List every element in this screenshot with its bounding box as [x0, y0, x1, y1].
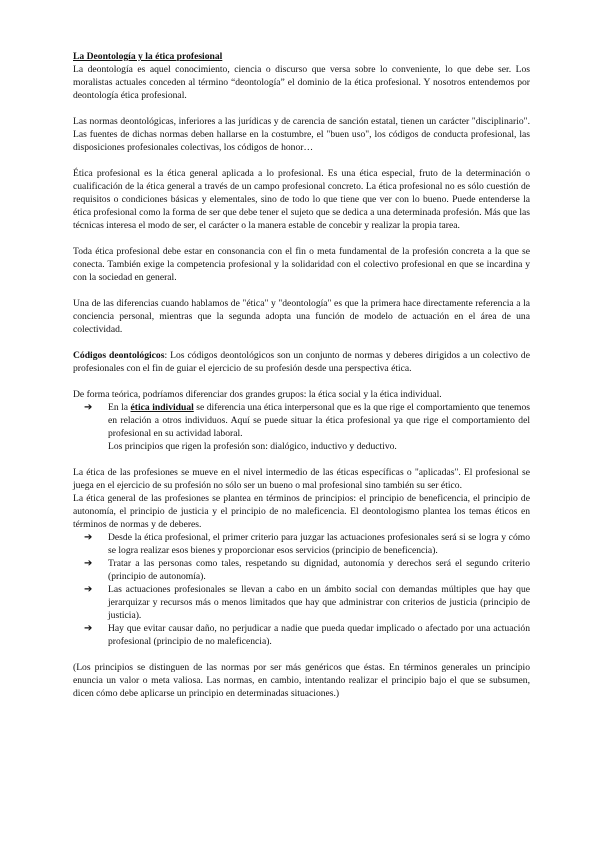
- arrow-bullet-icon: ➔: [84, 402, 93, 413]
- arrow-bullet-icon: ➔: [84, 584, 93, 595]
- paragraph-etica-profesional: Ética profesional es la ética general aplicada a lo profesional. Es una ética especial, fruto de la determinación o cualificación de la ética general a través de un campo profesional concreto. La ética profesional no es sólo cuestión de requisitos o condiciones básicas y elementales, sino de todo lo que tiene que ver con lo bueno. Puede entenderse la ética profesional como la forma de ser que debe tener el sujeto que se dedica a una determinada profesión. Más que las técnicas interesa el modo de ser, el carácter o la manera estable de concebir y realizar la propia tarea.: [73, 168, 530, 231]
- page-title: La Deontología y la ética profesional: [73, 51, 223, 62]
- paragraph-etica-profesiones: La ética de las profesiones se mueve en el nivel intermedio de las éticas específicas o "aplicadas". El profesional se juega en el ejercicio de su profesión no sólo ser un bueno o mal profesional sino también su ser ético.: [73, 467, 530, 491]
- bullet-list-principios: [73, 531, 530, 648]
- codigos-definition: : Los códigos deontológicos son un conjunto de normas y deberes dirigidos a un colectivo de profesionales con el fin de guiar el ejercicio de su profesión desde una perspectiva ética.: [73, 350, 530, 374]
- paragraph-diferencias: Una de las diferencias cuando hablamos de "ética" y "deontología" es que la primera hace directamente referencia a la conciencia personal, mientras que la segunda adopta una función de modelo de actuación en el área de una colectividad.: [73, 298, 530, 335]
- paragraph-grupos: De forma teórica, podríamos diferenciar dos grandes grupos: la ética social y la ética individual.: [73, 389, 442, 400]
- bullet-list-etica-individual: [73, 401, 530, 440]
- paragraph-consonancia: Toda ética profesional debe estar en consonancia con el fin o meta fundamental de la profesión concreta a la que se conecta. También exige la competencia profesional y la solidaridad con el colectivo profesional en que se incardina y con la sociedad en general.: [73, 246, 530, 283]
- list-item: ➔ En la ética individual se diferencia una ética interpersonal que es la que rige el comportamiento que tenemos en relación a otros individuos. Aquí se puede situar la ética profesional ya que rige el comportamiento del profesional en su actividad laboral.: [84, 402, 530, 439]
- term-etica-individual: ética individual: [130, 402, 194, 413]
- list-item: ➔ Tratar a las personas como tales, respetando su dignidad, autonomía y derechos será el segundo criterio (principio de autonomía).: [84, 558, 530, 582]
- arrow-bullet-icon: ➔: [84, 623, 93, 634]
- paragraph-principios: La ética general de las profesiones se plantea en términos de principios: el principio de beneficencia, el principio de autonomía, el principio de justicia y el principio de no maleficencia. El deontologismo plantea los temas éticos en términos de normas y de deberes.: [73, 493, 530, 530]
- paragraph-nota-principios: (Los principios se distinguen de las normas por ser más genéricos que éstas. En términos generales un principio enuncia un valor o meta valiosa. Las normas, en cambio, intentando realizar el principio bajo el que se subsumen, dicen cómo debe aplicarse un principio en determinadas situaciones.): [73, 662, 530, 699]
- paragraph-codigos-deontologicos: [73, 349, 530, 375]
- paragraph-normas-deontologicas: Las normas deontológicas, inferiores a las jurídicas y de carencia de sanción estatal, tienen un carácter "disciplinario". Las fuentes de dichas normas deben hallarse en la costumbre, el "buen uso", los códigos de conducta profesional, las disposiciones profesionales colectivas, los códigos de honor…: [73, 116, 530, 153]
- arrow-bullet-icon: ➔: [84, 558, 93, 569]
- list-item: ➔ Hay que evitar causar daño, no perjudicar a nadie que pueda quedar implicado o afectado por una actuación profesional (principio de no maleficencia).: [84, 623, 530, 647]
- term-codigos: Códigos deontológicos: [73, 350, 165, 361]
- list-item: ➔ Las actuaciones profesionales se llevan a cabo en un ámbito social con demandas múltiples que hay que jerarquizar y recursos más o menos limitados que hay que administrar con criterios de justicia (principio de justicia).: [84, 584, 530, 621]
- principios-profesion-line: Los principios que rigen la profesión son: dialógico, inductivo y deductivo.: [108, 441, 397, 452]
- list-item: ➔ Desde la ética profesional, el primer criterio para juzgar las actuaciones profesionales será si se logra y cómo se logra realizar esos bienes y proporcionar esos servicios (principio de beneficencia).: [84, 532, 530, 556]
- paragraph-deontologia-definicion: La deontología es aquel conocimiento, ciencia o discurso que versa sobre lo conveniente, lo que debe ser. Los moralistas actuales conceden al término “deontología” el dominio de la ética profesional. Y nosotros entendemos por deontología ética profesional.: [73, 64, 530, 101]
- arrow-bullet-icon: ➔: [84, 532, 93, 543]
